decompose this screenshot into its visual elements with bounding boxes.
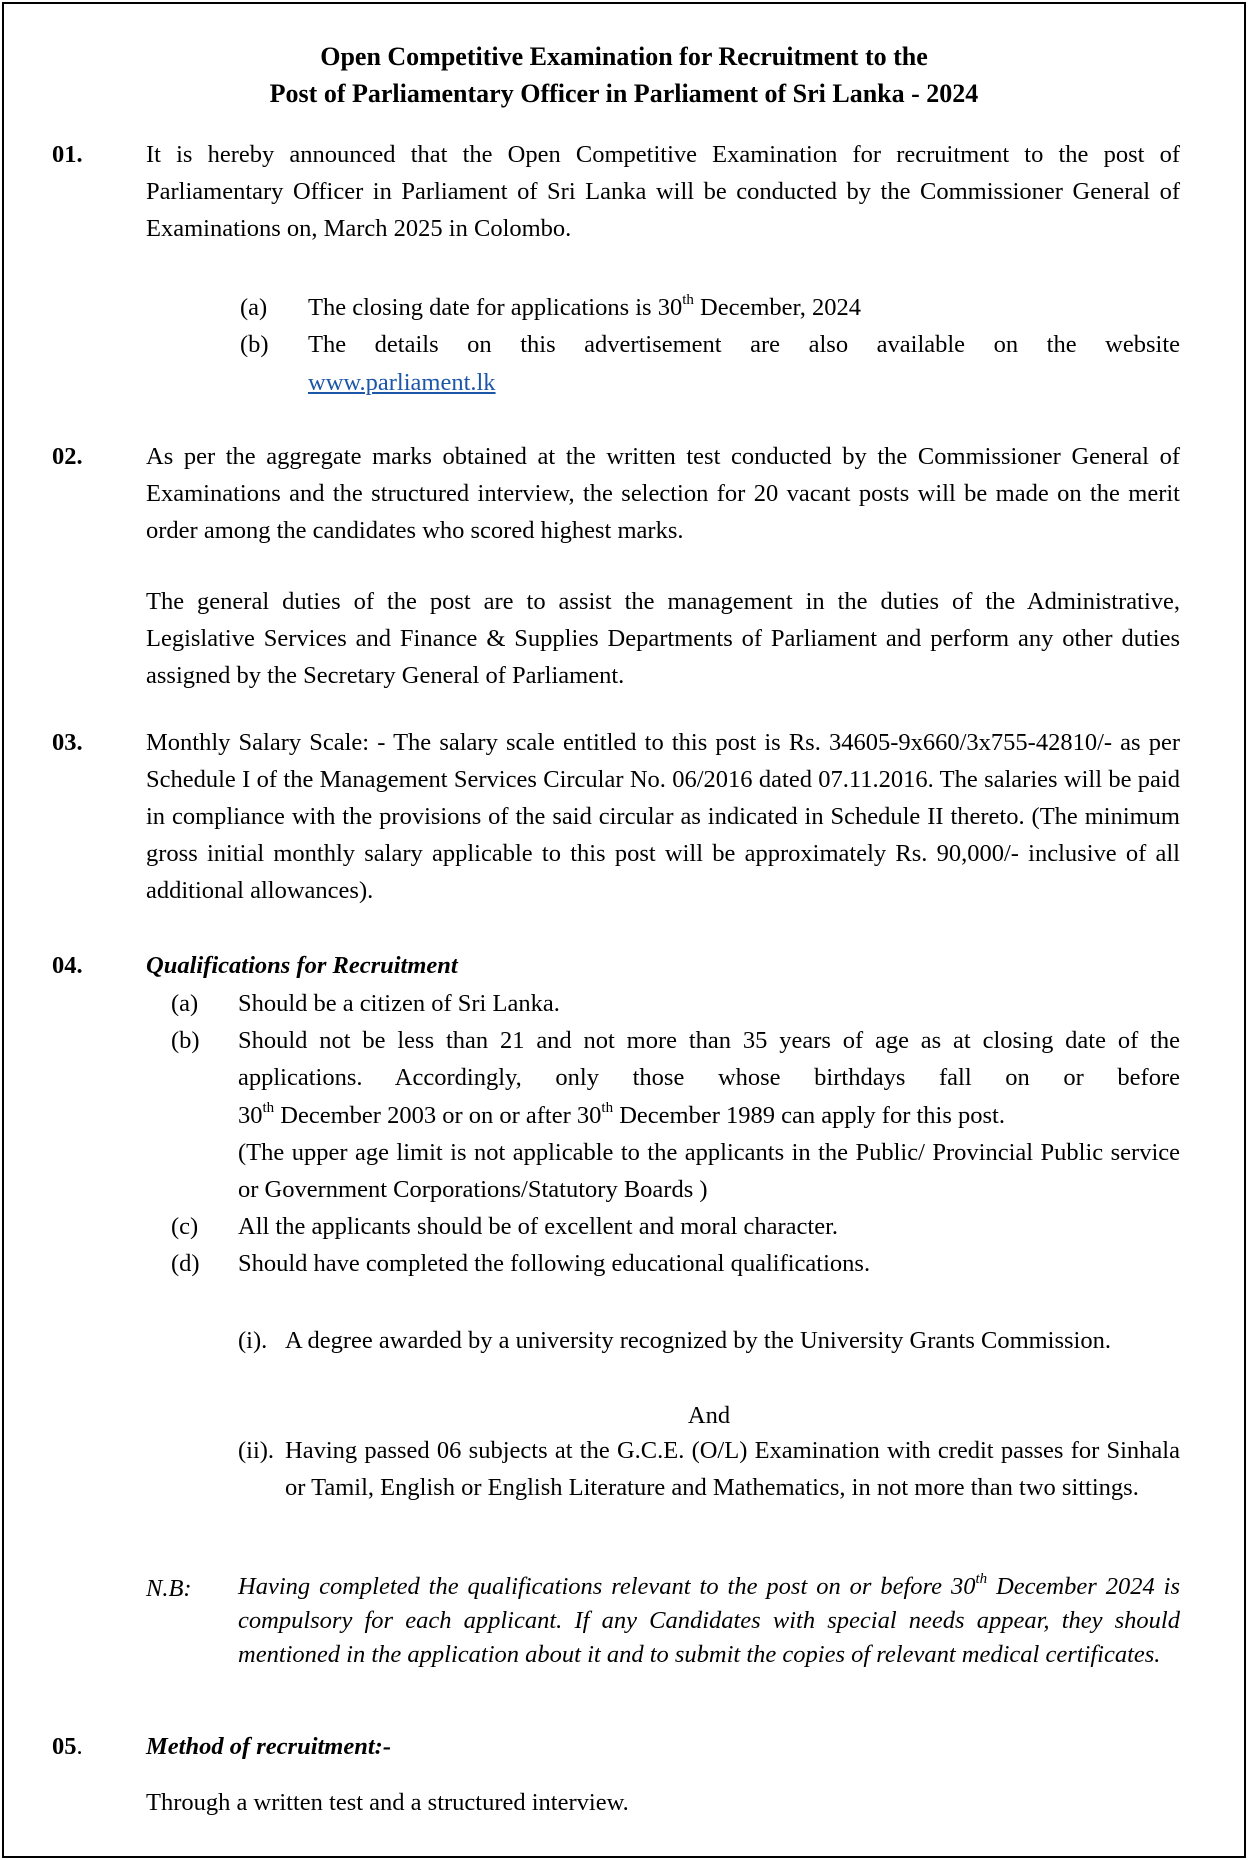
title-line-1: Open Competitive Examination for Recruitment to the xyxy=(320,42,928,71)
section-01-text: It is hereby announced that the Open Competitive Examination for recruitment to the post of Parliamentary Officer in Parliament of Sri Lanka will be conducted by the Commissioner General of Examinations on, March 2025 in Colombo. xyxy=(146,141,1180,242)
qual-b-label: (b) xyxy=(171,1027,200,1054)
title-line-2: Post of Parliamentary Officer in Parliament of Sri Lanka - 2024 xyxy=(269,79,979,108)
advertisement-page xyxy=(2,2,1246,1858)
nb-text: Having completed the qualifications relevant to the post on or before 30th December 2024 is compulsory for each applicant. If any Candidates with special needs appear, they should mentioned in the application about it and to submit the copies of relevant medical certificates. xyxy=(238,1570,1180,1668)
edu-ii-text: Having passed 06 subjects at the G.C.E. (O/L) Examination with credit passes for Sinhala or Tamil, English or English Literature and Mathematics, in not more than two sittings. xyxy=(285,1437,1180,1501)
qual-b-note: (The upper age limit is not applicable to the applicants in the Public/ Provincial Public service or Government Corporations/Statutory Boards ) xyxy=(238,1139,1180,1203)
parliament-website-link[interactable] xyxy=(308,366,496,400)
qual-a-text: Should be a citizen of Sri Lanka. xyxy=(238,990,560,1017)
section-02-paragraph-1: As per the aggregate marks obtained at the written test conducted by the Commissioner General of Examinations and the structured interview, the selection for 20 vacant posts will be made on the merit order among the candidates who scored highest marks. xyxy=(146,443,1180,544)
section-01-number: 01. xyxy=(52,141,83,168)
section-01-b-label: (b) xyxy=(240,331,269,358)
section-03-text: Monthly Salary Scale: - The salary scale entitled to this post is Rs. 34605-9x660/3x755-42810/- as per Schedule I of the Management Services Circular No. 06/2016 dated 07.11.2016. The salaries will be paid in compliance with the provisions of the said circular as indicated in Schedule II thereto. (The minimum gross initial monthly salary applicable to this post will be approximately Rs. 90,000/- inclusive of all additional allowances). xyxy=(146,729,1180,904)
section-04-heading: Qualifications for Recruitment xyxy=(146,952,458,979)
parliament-website-link-text[interactable]: www.parliament.lk xyxy=(308,369,496,396)
section-01-a-text: The closing date for applications is 30th December, 2024 xyxy=(308,291,861,321)
qual-c-text: All the applicants should be of excellent and moral character. xyxy=(238,1213,839,1240)
edu-i-label: (i). xyxy=(238,1327,268,1354)
qual-d-text: Should have completed the following educational qualifications. xyxy=(238,1250,871,1277)
qual-b-text: Should not be less than 21 and not more than 35 years of age as at closing date of the applications. Accordingly, only those whose birthdays fall on or before xyxy=(238,1027,1180,1091)
edu-ii-label: (ii). xyxy=(238,1437,275,1464)
edu-and-text: And xyxy=(687,1402,731,1429)
section-03-number: 03. xyxy=(52,729,83,756)
section-02-number: 02. xyxy=(52,443,83,470)
section-04-number: 04. xyxy=(52,952,83,979)
qual-b-dates: 30th December 2003 or on or after 30th December 1989 can apply for this post. xyxy=(238,1099,1005,1129)
edu-i-text: A degree awarded by a university recognized by the University Grants Commission. xyxy=(285,1327,1111,1354)
section-01-b-text: The details on this advertisement are also available on the website xyxy=(308,331,1180,358)
section-02-paragraph-2: The general duties of the post are to assist the management in the duties of the Administrative, Legislative Services and Finance & Supplies Departments of Parliament and perform any other duties assigned by the Secretary General of Parliament. xyxy=(146,588,1180,689)
section-01-a-label: (a) xyxy=(240,294,268,321)
section-05-heading: Method of recruitment:- xyxy=(146,1733,391,1760)
section-05-number: 05. xyxy=(52,1733,83,1760)
section-05-text: Through a written test and a structured interview. xyxy=(146,1789,629,1816)
qual-c-label: (c) xyxy=(171,1213,199,1240)
nb-label: N.B: xyxy=(146,1575,192,1602)
qual-d-label: (d) xyxy=(171,1250,200,1277)
qual-a-label: (a) xyxy=(171,990,199,1017)
